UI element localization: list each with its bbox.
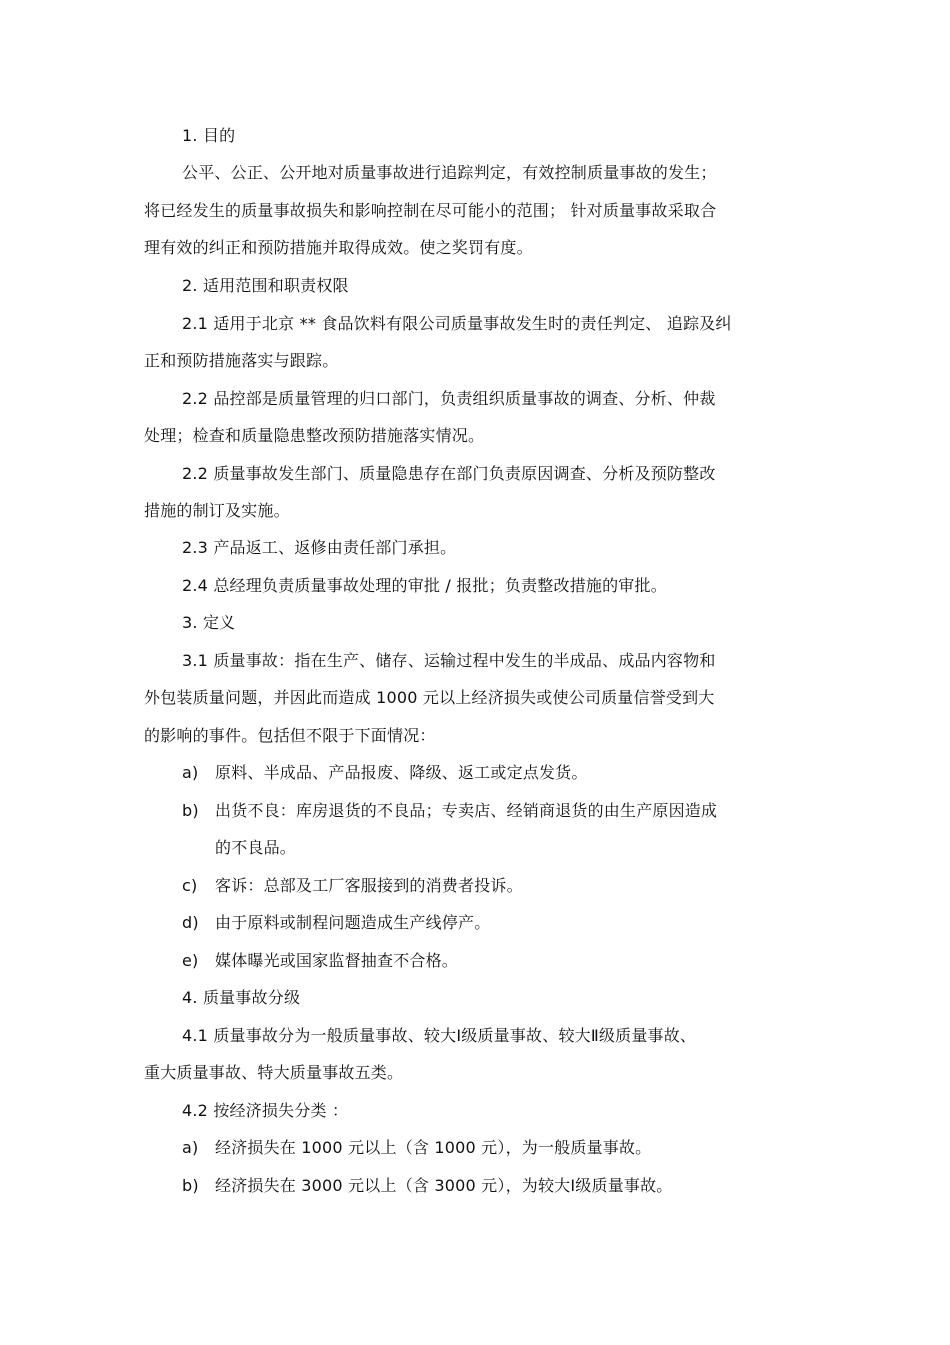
paragraph-line: 的影响的事件。包括但不限于下面情况： bbox=[144, 726, 436, 745]
list-item: 原料、半成品、产品报废、降级、返工或定点发货。 bbox=[215, 763, 588, 782]
paragraph-line: 4.2 按经济损失分类 ： bbox=[182, 1101, 349, 1120]
paragraph-line: 重大质量事故、特大质量事故五类。 bbox=[144, 1063, 404, 1082]
list-marker: a) bbox=[182, 763, 199, 782]
paragraph-line: 4.1 质量事故分为一般质量事故、较大Ⅰ级质量事故、较大Ⅱ级质量事故、 bbox=[182, 1026, 697, 1045]
list-marker: b) bbox=[182, 801, 199, 820]
heading-4-classification: 4. 质量事故分级 bbox=[182, 988, 301, 1007]
list-marker: b) bbox=[182, 1176, 199, 1195]
paragraph-line: 2.4 总经理负责质量事故处理的审批 / 报批；负责整改措施的审批。 bbox=[182, 576, 667, 595]
paragraph-line: 公平、公正、公开地对质量事故进行追踪判定，有效控制质量事故的发生； bbox=[182, 163, 717, 182]
list-marker: d) bbox=[182, 913, 199, 932]
paragraph-line: 2.1 适用于北京 ** 食品饮料有限公司质量事故发生时的责任判定、 追踪及纠 bbox=[182, 314, 732, 333]
paragraph-line: 措施的制订及实施。 bbox=[144, 501, 290, 520]
list-item: 客诉：总部及工厂客服接到的消费者投诉。 bbox=[215, 876, 523, 895]
list-marker: c) bbox=[182, 876, 198, 895]
heading-3-definition: 3. 定义 bbox=[182, 613, 236, 632]
list-item-continuation: 的不良品。 bbox=[215, 838, 297, 857]
heading-2-scope: 2. 适用范围和职责权限 bbox=[182, 276, 349, 295]
list-item: 出货不良：库房退货的不良品；专卖店、经销商退货的由生产原因造成 bbox=[215, 801, 718, 820]
heading-1-purpose: 1. 目的 bbox=[182, 126, 236, 145]
paragraph-line: 2.2 质量事故发生部门、质量隐患存在部门负责原因调查、分析及预防整改 bbox=[182, 464, 716, 483]
paragraph-line: 2.2 品控部是质量管理的归口部门，负责组织质量事故的调查、分析、仲裁 bbox=[182, 389, 716, 408]
paragraph-line: 2.3 产品返工、返修由责任部门承担。 bbox=[182, 538, 457, 557]
list-item: 经济损失在 3000 元以上（含 3000 元），为较大Ⅰ级质量事故。 bbox=[215, 1176, 673, 1195]
paragraph-line: 正和预防措施落实与跟踪。 bbox=[144, 351, 339, 370]
list-marker: e) bbox=[182, 951, 199, 970]
paragraph-line: 将已经发生的质量事故损失和影响控制在尽可能小的范围； 针对质量事故采取合 bbox=[144, 201, 717, 220]
list-item: 媒体曝光或国家监督抽查不合格。 bbox=[215, 951, 459, 970]
list-item: 由于原料或制程问题造成生产线停产。 bbox=[215, 913, 491, 932]
list-item: 经济损失在 1000 元以上（含 1000 元），为一般质量事故。 bbox=[215, 1138, 652, 1157]
paragraph-line: 3.1 质量事故：指在生产、储存、运输过程中发生的半成品、成品内容物和 bbox=[182, 651, 716, 670]
paragraph-line: 外包装质量问题，并因此而造成 1000 元以上经济损失或使公司质量信誉受到大 bbox=[144, 688, 715, 707]
paragraph-line: 处理；检查和质量隐患整改预防措施落实情况。 bbox=[144, 426, 485, 445]
paragraph-line: 理有效的纠正和预防措施并取得成效。使之奖罚有度。 bbox=[144, 238, 533, 257]
list-marker: a) bbox=[182, 1138, 199, 1157]
